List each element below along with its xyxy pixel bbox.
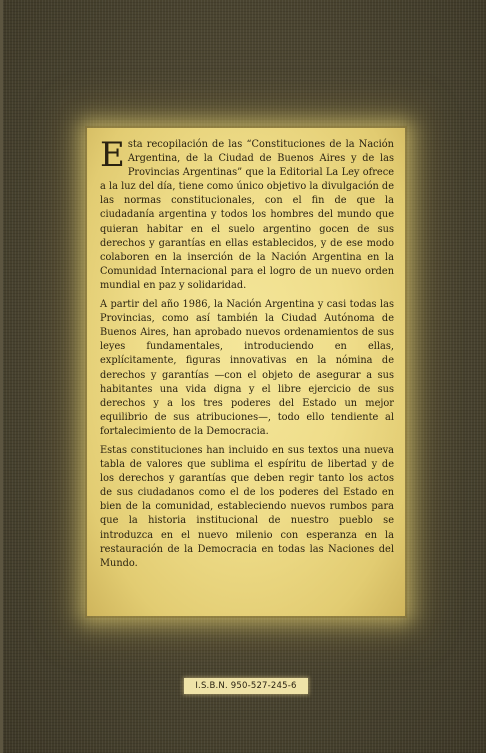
description-paragraph-3: Estas constituciones han incluido en sus textos una nueva tabla de valores que sublima el espíritu de libertad y de los derechos y garantías que deben regir tanto los actos de sus ciudadanos como el de los poderes del Estado en bien de la comunidad, estableciendo nuevos rumbos para que la historia institucional de nuestro pueblo se introduzca en el nuevo milenio con esperanza en la restauración de la Democracia en todas las Naciones del Mundo. (100, 444, 394, 569)
isbn-label: I.S.B.N. 950-527-245-6 (184, 678, 308, 694)
description-paragraph-2: A partir del año 1986, la Nación Argentina y casi todas las Provincias, como así también la Ciudad Autónoma de Buenos Aires, han aprobado nuevos ordenamientos de sus leyes fundamentales, introduciendo en ellas, explícitamente, figuras innovativas en la nómina de derechos y garantías —con el objeto de asegurar a sus habitantes una vida digna y el libre ejercicio de sus derechos y a los tres poderes del Estado un mejor equilibrio de sus atribuciones—, todo ello tendiente al fortalecimiento de la Democracia. (100, 299, 394, 437)
description-paragraph-1: Esta recopilación de las “Constituciones de la Nación Argentina, de la Ciudad de Buenos Aires y de las Provincias Argentinas” que la Editorial La Ley ofrece a la luz del día, tiene como único objetivo la divulgación de las normas constitucionales, con el fin de que la ciudadanía argentina y todos los hombres del mundo que quieran habitar en el suelo argentino gocen de sus derechos y garantías en ellas establecidos, y de ese modo colaboren en la inserción de la Nación Argentina en la Comunidad Internacional para el logro de un nuevo orden mundial en paz y solidaridad. (100, 135, 394, 291)
description-panel (87, 128, 405, 616)
